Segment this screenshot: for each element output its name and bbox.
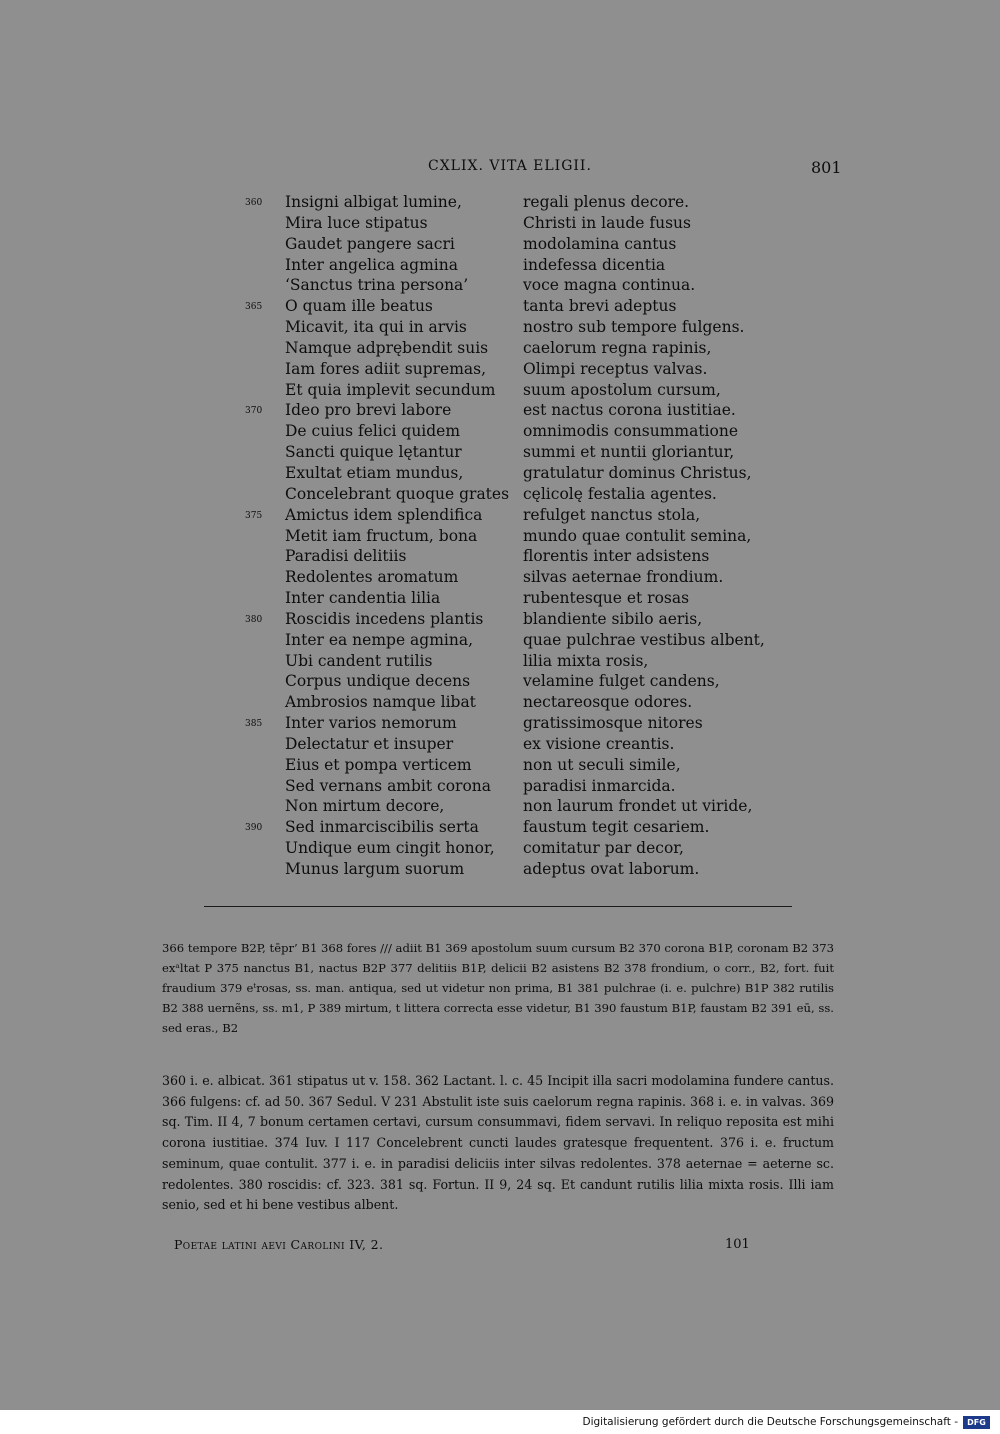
verse-second-half: caelorum regna rapinis, [523, 338, 712, 357]
verse-second-half: adeptus ovat laborum. [523, 860, 700, 878]
verse-second-half: faustum tegit cesariem. [523, 818, 710, 837]
verse-second-half: nostro sub tempore fulgens. [523, 318, 745, 337]
verse-line [245, 213, 805, 234]
verse-number: 380 [245, 614, 263, 625]
verse-first-half: Roscidis incedens plantis [285, 609, 484, 628]
verse-second-half: rubentesque et rosas [523, 589, 690, 608]
printer-signature: Poetae latini aevi Carolini IV, 2. [174, 1237, 384, 1252]
verse-second-half: summi et nuntii gloriantur, [523, 443, 735, 462]
verse-line [245, 317, 805, 338]
footnote-divider [204, 906, 792, 907]
verse-first-half: Paradisi delitiis [285, 547, 407, 566]
verse-line [245, 421, 805, 442]
verse-first-half: Undique eum cingit honor, [285, 839, 495, 858]
verse-first-half: Inter angelica agmina [285, 255, 458, 274]
credit-bar [0, 1410, 1000, 1434]
verse-first-half: Ubi candent rutilis [285, 651, 433, 670]
verse-first-half: Sed inmarciscibilis serta [285, 818, 479, 837]
verse-second-half: non ut seculi simile, [523, 755, 681, 774]
verse-first-half: Delectatur et insuper [285, 734, 454, 753]
verse-number: 370 [245, 406, 263, 417]
verse-first-half: Namque adprębendit suis [285, 338, 489, 357]
running-title: CXLIX. VITA ELIGII. [428, 158, 592, 174]
verse-second-half: refulget nanctus stola, [523, 505, 701, 524]
verse-line [245, 630, 805, 651]
verse-second-half: velamine fulget candens, [523, 672, 720, 691]
verse-line [245, 859, 805, 880]
verse-first-half: De cuius felici quidem [285, 422, 461, 441]
source-notes: 360 i. e. albicat. 361 stipatus ut v. 158. 362 Lactant. l. c. 45 Incipit illa sacri modolamina fundere cantus. 366 fulgens: cf. ad 50. 367 Sedul. V 231 Abstulit iste suis caelorum regna rapinis. 368 i. e. in valvas. 369 sq. Tim. II 4, 7 bonum certamen certavi, cursum consummavi, fidem servavi. In reliquo reposita est mihi corona iustitiae. 374 Iuv. I 117 Concelebrent cuncti laudes gratesque frequentent. 376 i. e. fructum seminum, quae contulit. 377 i. e. in paradisi deliciis inter silvas redolentes. 378 aeternae = aeterne sc. redolentes. 380 roscidis: cf. 323. 381 sq. Fortun. II 9, 24 sq. Et candunt rutilis lilia mixta rosis. Illi iam senio, sed et hi bene vestibus albent. [162, 1073, 834, 1213]
verse-number: 365 [245, 302, 263, 313]
verse-first-half: Insigni albigat lumine, [285, 193, 462, 211]
verse-first-half: Exultat etiam mundus, [285, 463, 464, 482]
verse-line [245, 796, 805, 817]
verse-second-half: lilia mixta rosis, [523, 651, 649, 670]
verse-second-half: tanta brevi adeptus [523, 297, 677, 316]
verse-first-half: Inter varios nemorum [285, 714, 457, 733]
verse-first-half: Redolentes aromatum [285, 568, 459, 587]
verse-first-half: Concelebrant quoque grates [285, 484, 510, 503]
verse-first-half: O quam ille beatus [285, 297, 433, 316]
verse-first-half: Mira luce stipatus [285, 213, 428, 232]
verse-line [245, 400, 805, 421]
verse-second-half: est nactus corona iustitiae. [523, 401, 736, 420]
verse-second-half: non laurum frondet ut viride, [523, 797, 753, 816]
verse-second-half: voce magna continua. [523, 276, 696, 295]
credit-text: Digitalisierung gefördert durch die Deutsche Forschungsgemeinschaft - [582, 1416, 958, 1428]
verse-line [245, 192, 805, 213]
verse-line [245, 588, 805, 609]
verse-line [245, 526, 805, 547]
verse-line [245, 734, 805, 755]
verse-first-half: Ideo pro brevi labore [285, 401, 452, 420]
verse-first-half: Inter ea nempe agmina, [285, 630, 474, 649]
verse-line [245, 338, 805, 359]
verse-line [245, 776, 805, 797]
verse-second-half: blandiente sibilo aeris, [523, 609, 703, 628]
verse-first-half: Munus largum suorum [285, 860, 465, 878]
verse-first-half: Et quia implevit secundum [285, 380, 496, 399]
verse-line [245, 484, 805, 505]
verse-line [245, 567, 805, 588]
verse-line [245, 463, 805, 484]
verse-number: 385 [245, 719, 263, 730]
verse-line [245, 713, 805, 734]
verse-first-half: ‘Sanctus trina persona’ [285, 276, 469, 295]
verse-line [245, 359, 805, 380]
verse-second-half: florentis inter adsistens [523, 547, 710, 566]
verse-first-half: Sancti quique lętantur [285, 443, 462, 462]
verse-line [245, 505, 805, 526]
verse-first-half: Eius et pompa verticem [285, 755, 472, 774]
verse-second-half: Christi in laude fusus [523, 213, 691, 232]
verse-second-half: omnimodis consummatione [523, 422, 739, 441]
verse-number: 390 [245, 823, 263, 834]
verse-second-half: indefessa dicentia [523, 255, 666, 274]
verse-first-half: Corpus undique decens [285, 672, 471, 691]
verse-second-half: modolamina cantus [523, 234, 677, 253]
verse-second-half: Olimpi receptus valvas. [523, 359, 708, 378]
verse-first-half: Iam fores adiit supremas, [285, 359, 487, 378]
page-number: 801 [811, 158, 842, 177]
verse-block [245, 192, 805, 880]
verse-second-half: suum apostolum cursum, [523, 380, 721, 399]
verse-second-half: gratulatur dominus Christus, [523, 463, 752, 482]
verse-line [245, 442, 805, 463]
verse-second-half: quae pulchrae vestibus albent, [523, 630, 765, 649]
verse-line [245, 838, 805, 859]
verse-first-half: Ambrosios namque libat [285, 693, 476, 712]
verse-second-half: ex visione creantis. [523, 734, 675, 753]
verse-second-half: nectareosque odores. [523, 693, 693, 712]
verse-first-half: Metit iam fructum, bona [285, 526, 478, 545]
verse-line [245, 275, 805, 296]
verse-line [245, 296, 805, 317]
verse-line [245, 234, 805, 255]
verse-second-half: paradisi inmarcida. [523, 776, 676, 795]
verse-second-half: regali plenus decore. [523, 193, 690, 211]
verse-line [245, 651, 805, 672]
sheet-number: 101 [725, 1237, 750, 1252]
verse-first-half: Sed vernans ambit corona [285, 776, 492, 795]
verse-line [245, 546, 805, 567]
verse-second-half: cęlicolę festalia agentes. [523, 484, 717, 503]
verse-line [245, 692, 805, 713]
verse-first-half: Gaudet pangere sacri [285, 234, 455, 253]
verse-number: 375 [245, 510, 263, 521]
verse-second-half: mundo quae contulit semina, [523, 526, 752, 545]
verse-second-half: gratissimosque nitores [523, 714, 703, 733]
verse-second-half: silvas aeternae frondium. [523, 568, 724, 587]
verse-line [245, 671, 805, 692]
verse-line [245, 817, 805, 838]
verse-first-half: Inter candentia lilia [285, 589, 441, 608]
critical-apparatus: 366 tempore B2P, tēpr’ B1 368 fores /// adiit B1 369 apostolum suum cursum B2 370 corona B1P, coronam B2 373 exᵃltat P 375 nanctus B1, nactus B2P 377 delitiis B1P, delicii B2 asistens B2 378 frondium, o corr., B2, fort. fuit fraudium 379 eᵗrosas, ss. man. antiqua, sed ut videtur non prima, B1 381 pulchrae (i. e. pulchre) B1P 382 rutilis B2 388 uernẽns, ss. m1, P 389 mirtum, t littera correcta esse videtur, B1 390 faustum B1P, faustam B2 391 eū, ss. sed eras., B2 [162, 941, 834, 1035]
verse-line [245, 380, 805, 401]
verse-first-half: Non mirtum decore, [285, 797, 445, 816]
dfg-logo-icon: DFG [963, 1416, 990, 1429]
verse-first-half: Amictus idem splendifica [285, 505, 483, 524]
verse-line [245, 755, 805, 776]
verse-number: 360 [245, 198, 263, 208]
verse-line [245, 609, 805, 630]
verse-first-half: Micavit, ita qui in arvis [285, 318, 467, 337]
verse-line [245, 255, 805, 276]
verse-second-half: comitatur par decor, [523, 839, 684, 858]
